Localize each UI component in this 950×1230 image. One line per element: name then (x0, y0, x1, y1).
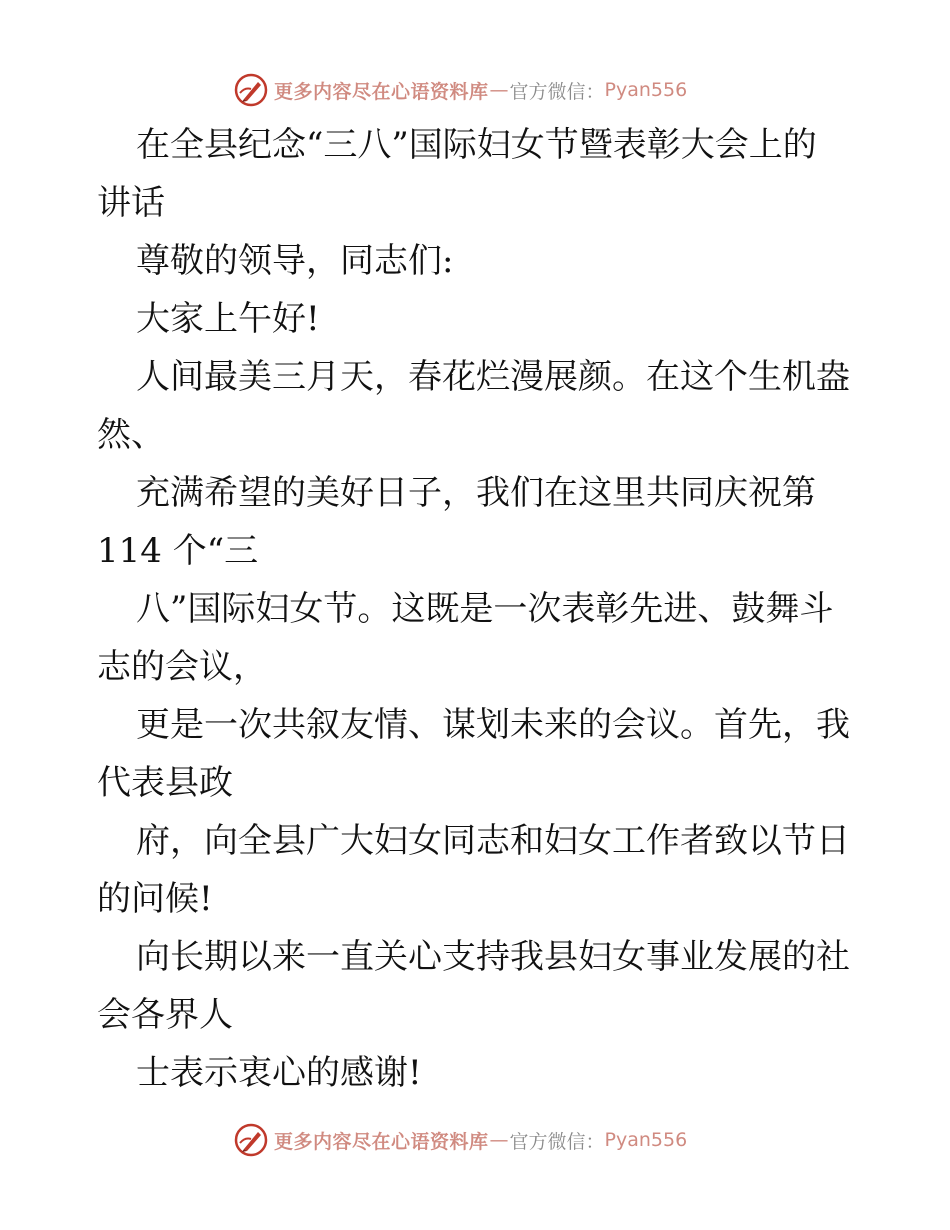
footer-brand-text: 更多内容尽在心语资料库 (274, 1130, 489, 1153)
paragraph-line: 然、 (97, 415, 165, 455)
paragraph-line: 向长期以来一直关心支持我县妇女事业发展的社 (136, 937, 850, 977)
paragraph-line: 的问候! (97, 879, 213, 919)
footer-wechat-label: 官方微信： (509, 1130, 605, 1153)
paragraph-line: 会各界人 (97, 995, 233, 1035)
salutation: 尊敬的领导，同志们: (136, 241, 454, 281)
footer-banner (234, 1120, 687, 1160)
paragraph-line: 充满希望的美好日子，我们在这里共同庆祝第 (136, 473, 816, 513)
paragraph-line: 114 个“三 (97, 531, 259, 571)
greeting: 大家上午好! (136, 299, 320, 339)
header-wechat-id: Pyan556 (604, 79, 688, 101)
pen-logo-icon (234, 73, 268, 107)
document-body (97, 116, 857, 1102)
pen-logo-icon (234, 1123, 268, 1157)
paragraph-line: 府，向全县广大妇女同志和妇女工作者致以节日 (136, 821, 850, 861)
footer-dash: — (489, 1129, 509, 1151)
title-line-2: 讲话 (97, 183, 165, 223)
paragraph-line: 士表示衷心的感谢! (136, 1053, 422, 1093)
header-wechat-label: 官方微信： (509, 80, 605, 103)
paragraph-line: 八”国际妇女节。这既是一次表彰先进、鼓舞斗 (136, 589, 834, 629)
header-banner (234, 70, 687, 110)
header-brand-text: 更多内容尽在心语资料库 (274, 80, 489, 103)
paragraph-line: 代表县政 (97, 763, 233, 803)
header-dash: — (489, 79, 509, 101)
paragraph-line: 更是一次共叙友情、谋划未来的会议。首先，我 (136, 705, 850, 745)
paragraph-line: 人间最美三月天，春花烂漫展颜。在这个生机盎 (136, 357, 850, 397)
paragraph-line: 志的会议， (97, 647, 267, 687)
title-line-1: 在全县纪念“三八”国际妇女节暨表彰大会上的 (136, 125, 817, 165)
footer-wechat-id: Pyan556 (604, 1129, 688, 1151)
